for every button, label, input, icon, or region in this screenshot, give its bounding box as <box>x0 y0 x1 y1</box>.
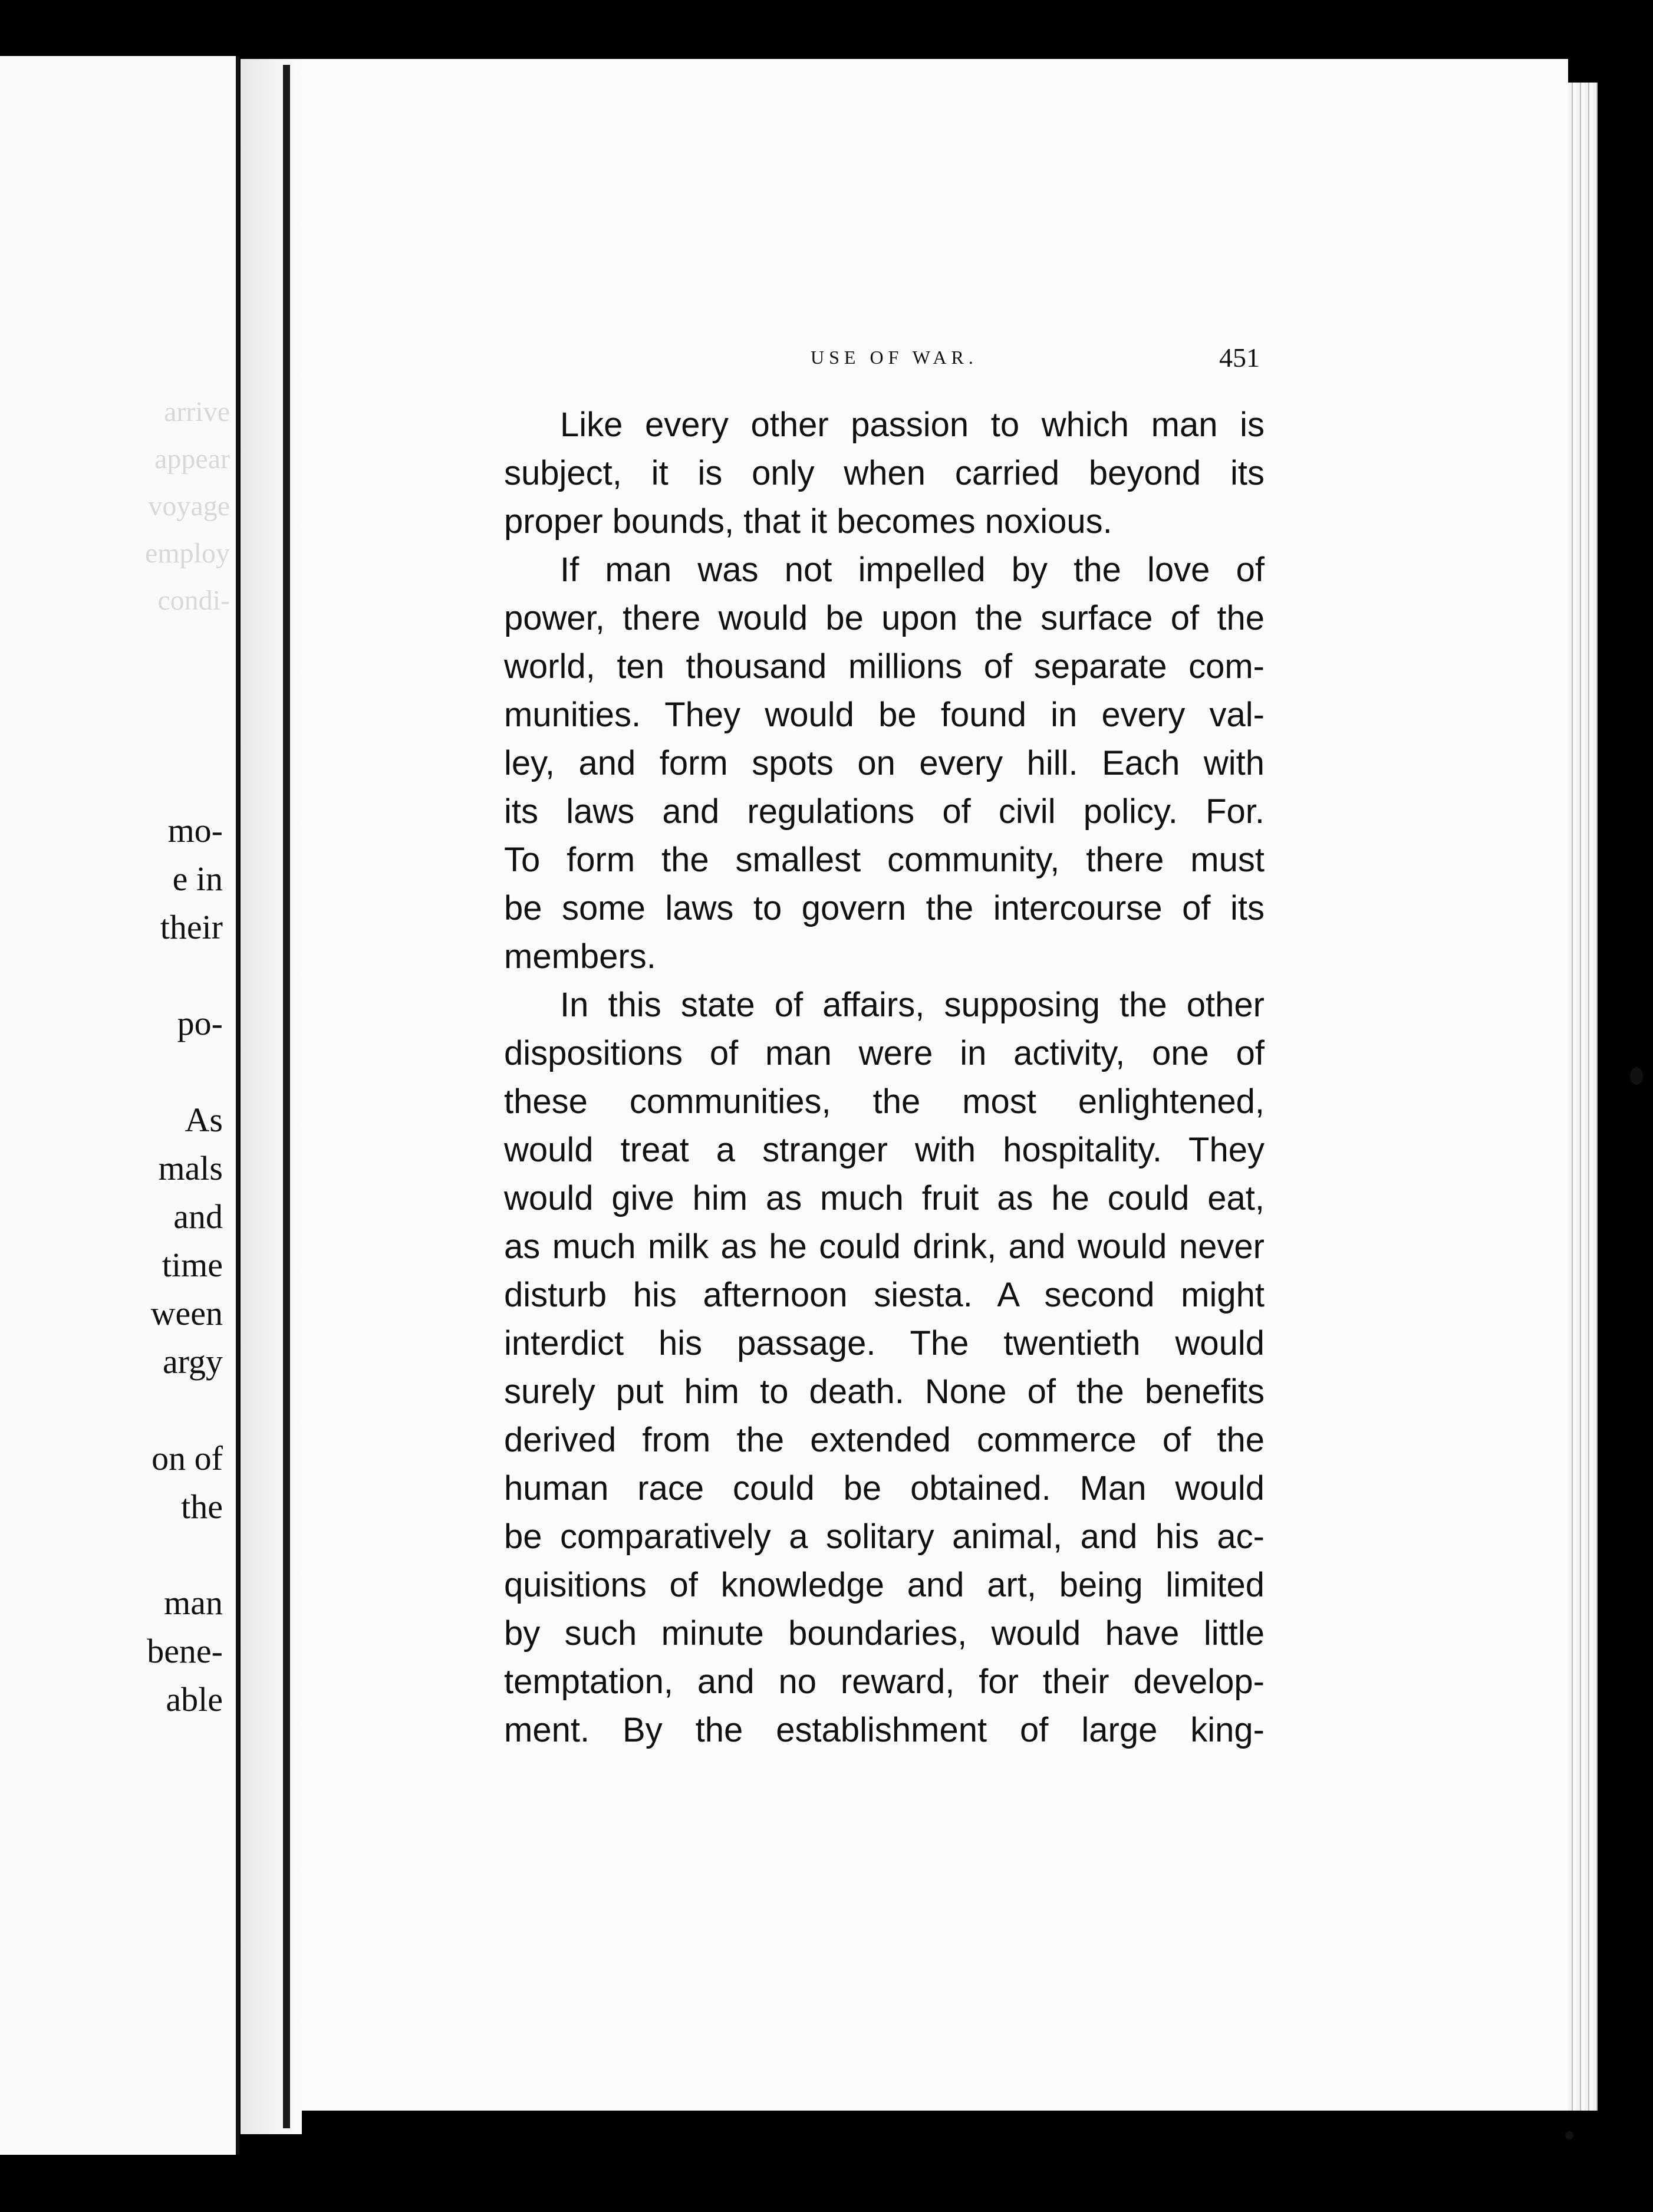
binding-edge <box>283 65 290 2128</box>
gutter-shadow <box>241 59 302 2134</box>
text-line: derived from the extended commerce of the <box>504 1421 1265 1459</box>
text-line: disturb his afternoon siesta. A second might <box>504 1276 1265 1314</box>
text-line: In this state of affairs, supposing the other <box>560 986 1265 1024</box>
text-line: dispositions of man were in activity, one of <box>504 1034 1265 1072</box>
text-line: To form the smallest community, there must <box>504 841 1265 879</box>
left-fragment: argy <box>162 1342 223 1381</box>
text-line: would give him as much fruit as he could eat, <box>504 1179 1265 1217</box>
scan-speck <box>1630 1067 1643 1085</box>
text-line: these communities, the most enlightened, <box>504 1082 1265 1121</box>
text-line: by such minute boundaries, would have little <box>504 1614 1265 1653</box>
text-line: surely put him to death. None of the benefits <box>504 1372 1265 1411</box>
text-line: subject, it is only when carried beyond its <box>504 454 1265 492</box>
text-line: power, there would be upon the surface of the <box>504 599 1265 637</box>
text-line: Like every other passion to which man is <box>560 406 1265 444</box>
text-line: be some laws to govern the intercourse of its <box>504 889 1265 927</box>
text-line: ment. By the establishment of large king- <box>504 1711 1265 1749</box>
scan-speck <box>1565 2131 1573 2139</box>
left-fragment: the <box>181 1487 223 1526</box>
text-line: its laws and regulations of civil policy. For. <box>504 792 1265 831</box>
text-line: members. <box>504 937 656 976</box>
text-line: be comparatively a solitary animal, and his ac- <box>504 1518 1265 1556</box>
text-line: temptation, and no reward, for their develop- <box>504 1663 1265 1701</box>
text-line: interdict his passage. The twentieth would <box>504 1324 1265 1362</box>
left-fragment: mals <box>158 1149 223 1187</box>
page-edges <box>1568 83 1598 2111</box>
text-line: as much milk as he could drink, and would never <box>504 1227 1265 1266</box>
text-line: would treat a stranger with hospitality. They <box>504 1131 1265 1169</box>
left-fragment: and <box>173 1197 223 1236</box>
left-fragment: able <box>166 1680 223 1719</box>
text-line: human race could be obtained. Man would <box>504 1469 1265 1507</box>
text-line: world, ten thousand millions of separate com- <box>504 647 1265 686</box>
page-number: 451 <box>1219 343 1260 373</box>
left-facing-page: arrive appear voyage employ condi- mo- e in their po- As mals and time ween argy on of the man bene- able <box>0 56 239 2155</box>
text-line: proper bounds, that it becomes noxious. <box>504 502 1112 541</box>
body-text <box>504 401 1265 1755</box>
left-fragment: As <box>185 1101 223 1139</box>
left-fragment: po- <box>177 1004 223 1042</box>
left-fragment: time <box>162 1246 223 1284</box>
running-head: USE OF WAR. <box>811 347 978 368</box>
left-fragment: mo- <box>167 811 223 850</box>
left-fragment: their <box>160 908 223 946</box>
text-line: ley, and form spots on every hill. Each with <box>504 744 1265 782</box>
left-fragment: e in <box>172 860 223 898</box>
text-line: If man was not impelled by the love of <box>560 551 1265 589</box>
left-fragment: man <box>164 1584 223 1622</box>
left-fragment: on of <box>152 1439 223 1477</box>
left-fragment: bene- <box>147 1632 223 1670</box>
text-line: munities. They would be found in every val- <box>504 696 1265 734</box>
text-line: quisitions of knowledge and art, being limited <box>504 1566 1265 1604</box>
left-fragment: ween <box>150 1294 223 1332</box>
